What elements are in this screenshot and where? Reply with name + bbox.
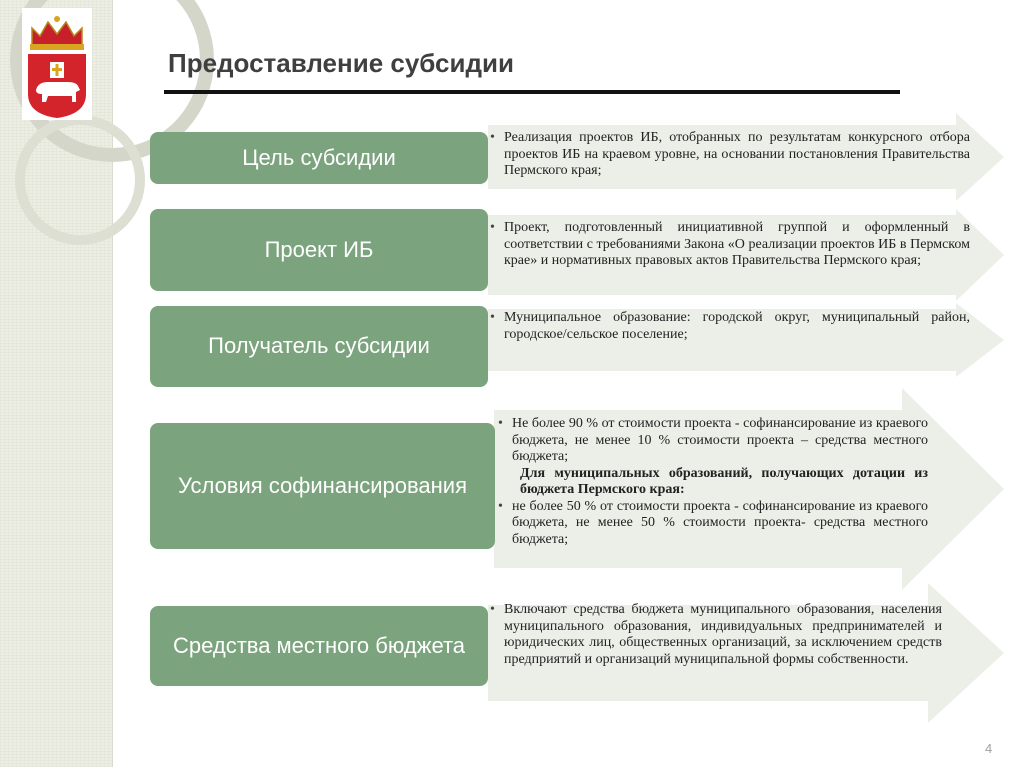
row-2-bullet-1: • Проект, подготовленный инициативной группой и оформленный в соответствии с требованиями Закона «О реализации проектов ИБ в Пермском крае» и нормативных правовых актов Правительства Пермского края; (490, 220, 970, 270)
row-4-text (498, 416, 928, 548)
row-3-text (490, 310, 970, 343)
title-underline (164, 90, 900, 94)
row-4-bullet-1: • Не более 90 % от стоимости проекта - софинансирование из краевого бюджета, не менее 10 % стоимости проекта – средства местного бюджета; (498, 416, 928, 466)
page-title: Предоставление субсидии (168, 48, 514, 78)
row-1-label: Цель субсидии (150, 132, 488, 184)
row-4-bullet-2: • не более 50 % от стоимости проекта - софинансирование из краевого бюджета, не менее 50 % стоимости проекта- средства местного бюджета; (498, 499, 928, 549)
row-2-text (490, 220, 970, 270)
page-number: 4 (985, 741, 993, 756)
perm-krai-coat-of-arms-icon (18, 6, 96, 122)
row-1-bullet-1: • Реализация проектов ИБ, отобранных по результатам конкурсного отбора проектов ИБ на краевом уровне, на основании постановления Правительства Пермского края; (490, 130, 970, 180)
row-5-label: Средства местного бюджета (150, 606, 488, 686)
row-2-label: Проект ИБ (150, 209, 488, 291)
row-3-bullet-1: • Муниципальное образование: городской округ, муниципальный район, городское/сельское поселение; (490, 310, 970, 343)
row-3-label: Получатель субсидии (150, 306, 488, 387)
row-5-text (490, 602, 942, 668)
row-1-text (490, 130, 970, 180)
row-4-bold-note: Для муниципальных образований, получающих дотации из бюджета Пермского края: (520, 465, 928, 497)
row-5-bullet-1: • Включают средства бюджета муниципального образования, населения муниципального образования, индивидуальных предпринимателей и юридических лиц, общественных организаций, за исключением средств предприятий и организаций муниципальной формы собственности. (490, 602, 942, 668)
row-4-label: Условия софинансирования (150, 423, 495, 549)
